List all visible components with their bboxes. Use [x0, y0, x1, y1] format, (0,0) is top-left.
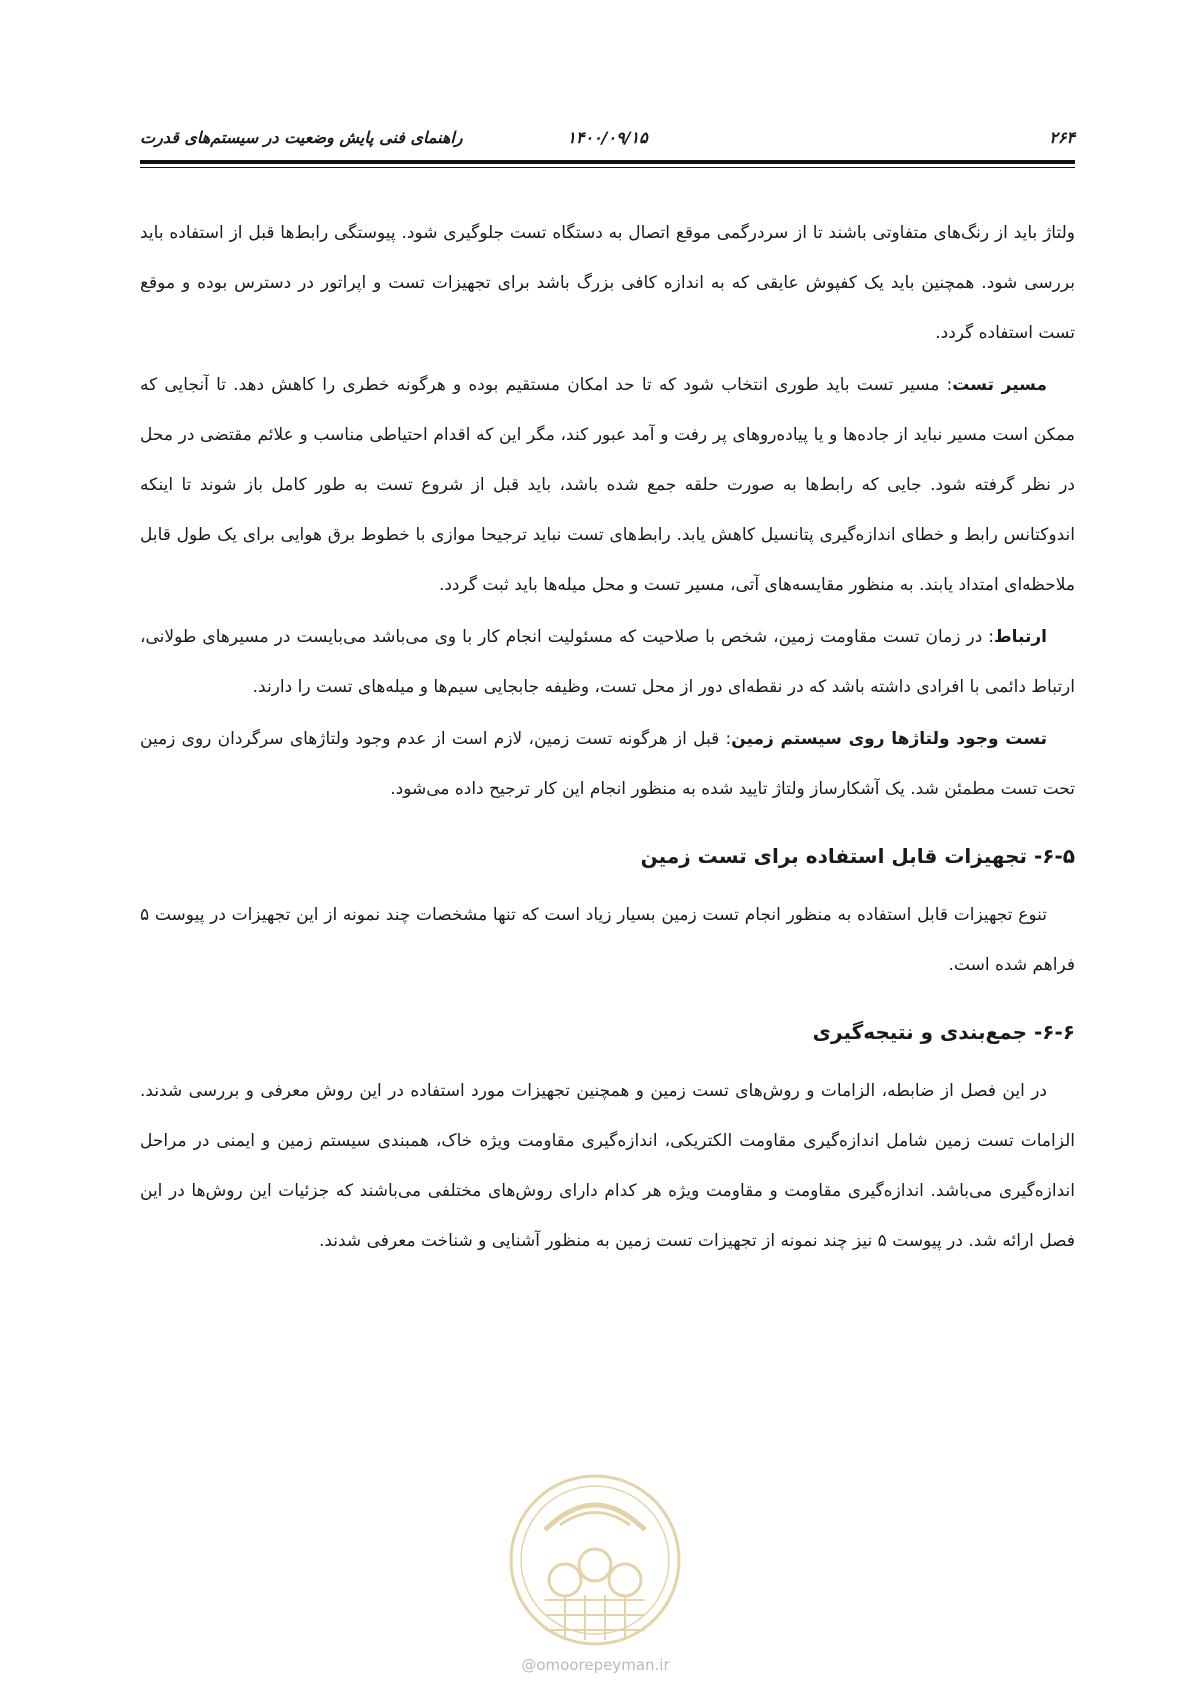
body-text: [140, 208, 1075, 1268]
page-number: ۲۶۴: [1049, 128, 1075, 147]
paragraph-lead-voltage-test: تست وجود ولتاژها روی سیستم زمین: [731, 729, 1047, 749]
paragraph-lead-communication: ارتباط: [994, 627, 1047, 647]
header-rule-thin: [140, 167, 1075, 168]
paragraph-lead-test-route: مسیر تست: [952, 375, 1047, 395]
paragraph-communication: ارتباط: در زمان تست مقاومت زمین، شخص با صلاحیت که مسئولیت انجام کار با وی می‌باشد می‌بایست در مسیرهای طولانی، ارتباط دائمی با افرادی داشته باشد که در نقطه‌ای دور از محل تست، وظیفه جابجایی سیم‌ها و میله‌های تست را دارند.: [140, 627, 1075, 697]
section-heading-conclusion: ۶-۶- جمع‌بندی و نتیجه‌گیری: [812, 1020, 1075, 1044]
watermark-site: @omoorepeyman.ir: [521, 1656, 670, 1674]
section-heading-equipment: ۶-۵- تجهیزات قابل استفاده برای تست زمین: [640, 844, 1075, 868]
header-title: راهنمای فنی پایش وضعیت در سیستم‌های قدرت: [140, 128, 463, 147]
paragraph-equipment: تنوع تجهیزات قابل استفاده به منظور انجام تست زمین بسیار زیاد است که تنها مشخصات چند نمونه از این تجهیزات در پیوست ۵ فراهم شده است.: [140, 905, 1075, 975]
paragraph-voltage-test: تست وجود ولتاژها روی سیستم زمین: قبل از هرگونه تست زمین، لازم است از عدم وجود ولتاژهای سرگردان روی زمین تحت تست مطمئن شد. یک آشکارساز ولتاژ تایید شده به منظور انجام این کار ترجیح داده می‌شود.: [140, 729, 1075, 799]
watermark-seal-icon: [505, 1470, 685, 1650]
paragraph-test-route: مسیر تست: مسیر تست باید طوری انتخاب شود که تا حد امکان مستقیم بوده و هرگونه خطری را کاهش دهد. تا آنجایی که ممکن است مسیر نباید از جاده‌ها و یا پیاده‌روهای پر رفت و آمد عبور کند، مگر این که اقدام احتیاطی مناسب و علائم مقتضی در محل در نظر گرفته شود. جایی که رابط‌ها به صورت حلقه جمع شده باشد، باید قبل از شروع تست به طور کامل باز شوند تا اینکه اندوکتانس رابط و خطای اندازه‌گیری پتانسیل کاهش یابد. رابط‌های تست نباید ترجیحا موازی با خطوط برق هوایی برای یک طول قابل ملاحظه‌ای امتداد یابند. به منظور مقایسه‌های آتی، مسیر تست و محل میله‌ها باید ثبت گردد.: [140, 375, 1075, 595]
paragraph-voltage-leads: ولتاژ باید از رنگ‌های متفاوتی باشند تا از سردرگمی موقع اتصال به دستگاه تست جلوگیری شود. پیوستگی رابط‌ها قبل از استفاده باید بررسی شود. همچنین باید یک کفپوش عایقی که به اندازه کافی بزرگ باشد برای تجهیزات تست و اپراتور در دسترس بوده و موقع تست استفاده گردد.: [140, 223, 1075, 343]
page-header: [140, 128, 1075, 156]
header-date: ۱۴۰۰/۰۹/۱۵: [567, 128, 648, 147]
header-rule-thick: [140, 160, 1075, 164]
paragraph-conclusion: در این فصل از ضابطه، الزامات و روش‌های تست زمین و همچنین تجهیزات مورد استفاده در این روش معرفی و بررسی شدند. الزامات تست زمین شامل اندازه‌گیری مقاومت الکتریکی، اندازه‌گیری مقاومت ویژه خاک، همبندی سیستم زمین و ایمنی در مراحل اندازه‌گیری می‌باشد. اندازه‌گیری مقاومت و مقاومت ویژه هر کدام دارای روش‌های مختلفی می‌باشند که جزئیات این روش‌ها در این فصل ارائه شد. در پیوست ۵ نیز چند نمونه از تجهیزات تست زمین به منظور آشنایی و شناخت معرفی شدند.: [140, 1081, 1075, 1251]
